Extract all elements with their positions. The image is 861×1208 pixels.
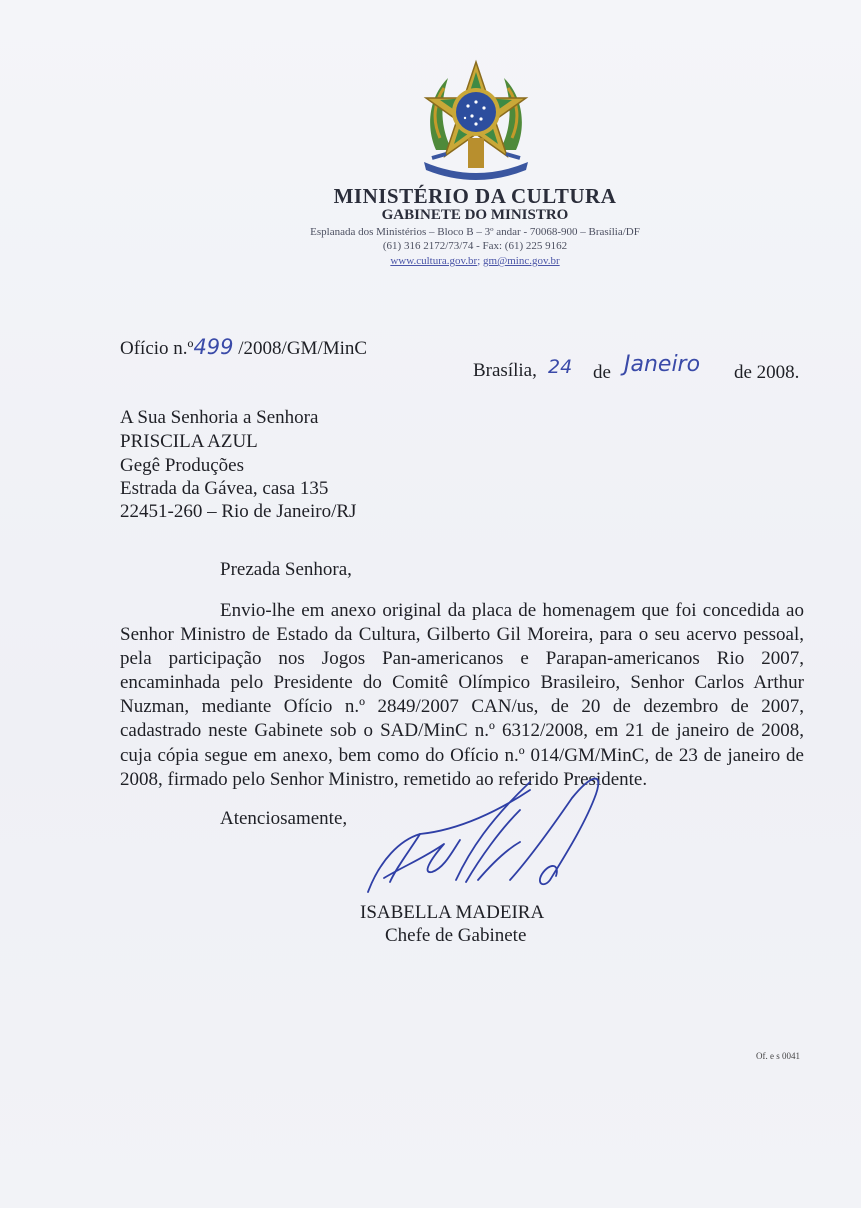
oficio-number: 499	[193, 335, 234, 359]
date-month: Janeiro	[624, 352, 701, 377]
website-link[interactable]: www.cultura.gov.br	[390, 255, 478, 267]
ministry-title: MINISTÉRIO DA CULTURA	[333, 184, 617, 208]
signature-icon	[360, 770, 620, 900]
footer-code: Of. e s 0041	[756, 1051, 800, 1061]
ministry-address: Esplanada dos Ministérios – Bloco B – 3º andar - 70068-900 – Brasília/DF	[310, 226, 640, 238]
recipient-line: A Sua Senhoria a Senhora	[120, 407, 319, 428]
recipient-line: Gegê Produções	[120, 455, 244, 476]
date-year: de 2008.	[734, 362, 800, 383]
date-city: Brasília,	[473, 360, 537, 381]
recipient-line: Estrada da Gávea, casa 135	[120, 478, 329, 499]
coat-of-arms-icon	[418, 58, 534, 180]
ministry-phone: (61) 316 2172/73/74 - Fax: (61) 225 9162	[382, 240, 568, 252]
ministry-links	[230, 255, 720, 267]
letter-body: Envio-lhe em anexo original da placa de homenagem que foi concedida ao Senhor Ministro de Estado da Cultura, Gilberto Gil Moreira, para o seu acervo pessoal, pela participação nos Jogos Pan-americanos e Parapan-americanos Rio 2007, encaminhada pelo Presidente do Comitê Olímpico Brasileiro, Senhor Carlos Arthur Nuzman, mediante Ofício n.º 2849/2007 CAN/us, de 20 de dezembro de 2007, cadastrado neste Gabinete sob o SAD/MinC n.º 6312/2008, em 21 de janeiro de 2008, cuja cópia segue em anexo, bem como do Ofício n.º 014/GM/MinC, de 23 de janeiro de 2008, firmado pelo Senhor Ministro, remetido ao referido Presidente.	[120, 600, 804, 790]
date-de: de	[593, 362, 611, 383]
oficio-prefix: Ofício n.º	[120, 338, 194, 359]
signer-title: Chefe de Gabinete	[385, 925, 527, 946]
closing: Atenciosamente,	[220, 808, 348, 829]
oficio-reference	[120, 336, 367, 360]
recipient-line: PRISCILA AZUL	[120, 431, 258, 452]
oficio-suffix: /2008/GM/MinC	[238, 338, 368, 359]
email-link[interactable]: gm@minc.gov.br	[483, 255, 560, 267]
salutation: Prezada Senhora,	[220, 559, 352, 580]
links-separator: ;	[477, 255, 481, 267]
recipient-line: 22451-260 – Rio de Janeiro/RJ	[120, 501, 357, 522]
signer-name: ISABELLA MADEIRA	[360, 902, 545, 923]
cabinet-subtitle: GABINETE DO MINISTRO	[381, 207, 569, 223]
date-day: 24	[548, 356, 573, 378]
